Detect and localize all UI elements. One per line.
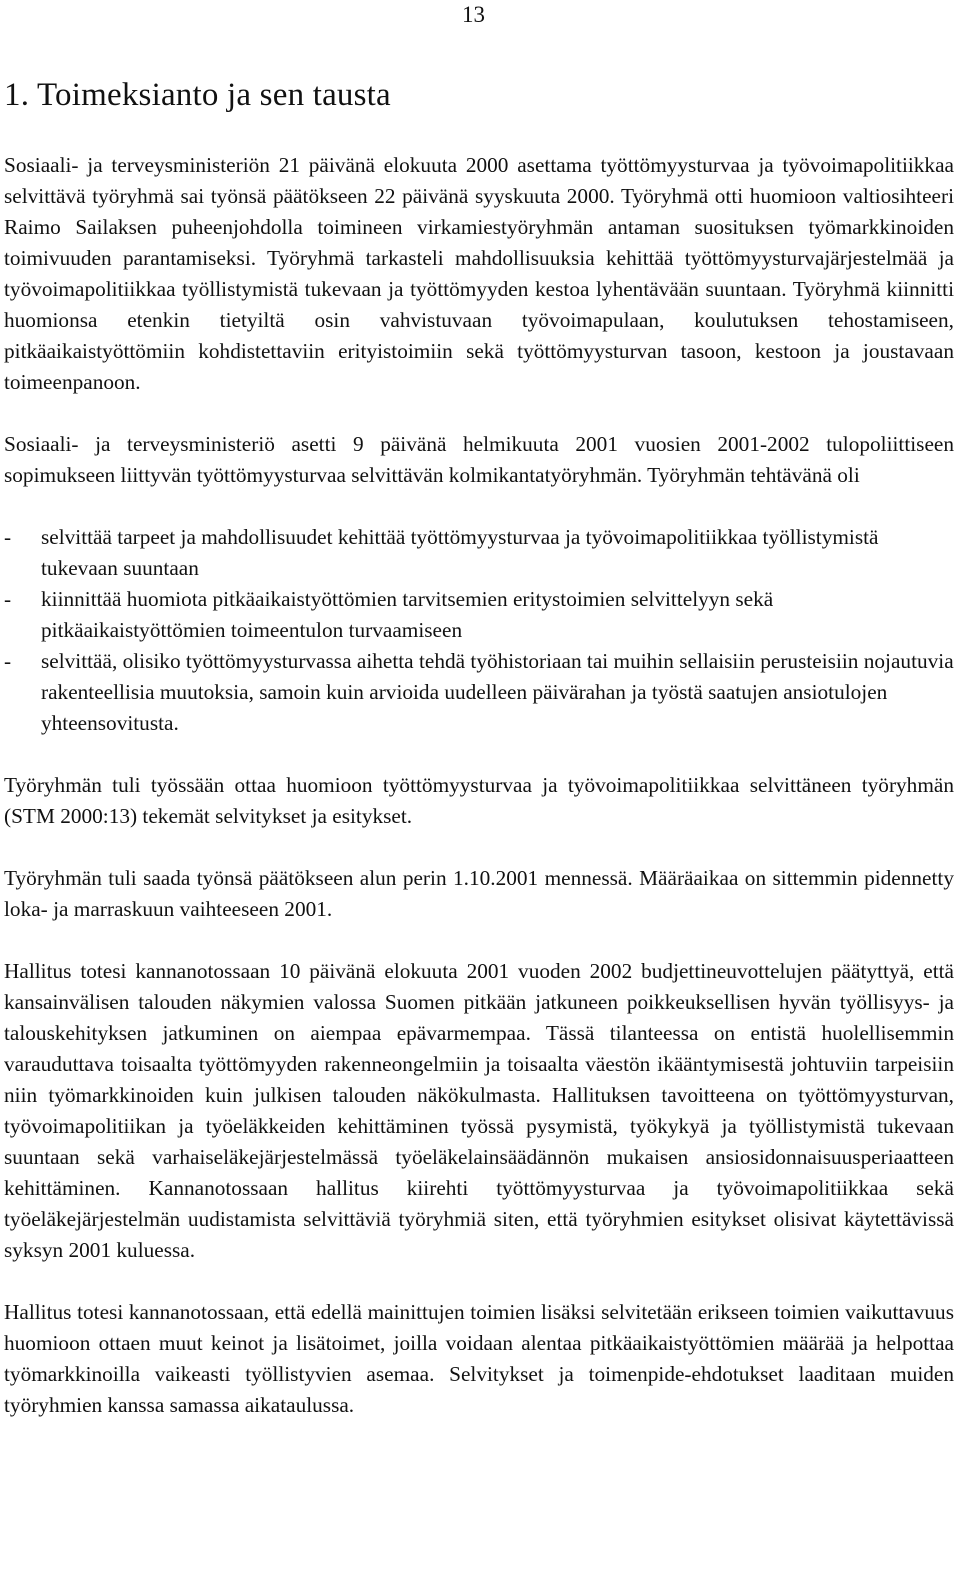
- list-item: [4, 646, 954, 739]
- document-body: [4, 150, 954, 1452]
- list-item-text: selvittää, olisiko työttömyysturvassa aihetta tehdä työhistoriaan tai muihin sellaisiin perusteisiin nojautuvia rakenteellisia muutoksia, samoin kuin arvioida uudelleen päivärahan ja työstä saatujen ansiotulojen yhteensovitusta.: [41, 649, 954, 735]
- paragraph-government-statement: Hallitus totesi kannanotossaan 10 päivänä elokuuta 2001 vuoden 2002 budjettineuvottelujen päätyttyä, että kansainvälisen talouden näkymien valossa Suomen pitkään jatkuneen poikkeuksellisen hyvän työllisyys- ja talouskehityksen jatkuminen on aiempaa epävarmempaa. Tässä tilanteessa on entistä huolellisemmin varauduttava toisaalta työttömyyden rakenneongelmiin ja toisaalta väestön ikääntymisestä johtuviin tarpeisiin niin työmarkkinoiden kuin julkisen talouden näkökulmasta. Hallituksen tavoitteena on työttömyysturvan, työvoimapolitiikan ja työeläkkeiden kehittäminen työssä pysymistä, työkykyä ja työllistymistä tukevaan suuntaan sekä varhaiseläkejärjestelmässä työeläkelainsäädännön mukaisen ansiosidonnaisuusperiaatteen kehittäminen. Kannanotossaan hallitus kiirehti työttömyysturvaa ja työvoimapolitiikkaa sekä työeläkejärjestelmän uudistamista selvittäviä työryhmiä siten, että työryhmien esitykset olisivat käytettävissä syksyn 2001 kuluessa.: [4, 959, 954, 1262]
- task-list: [4, 522, 954, 739]
- page-number: 13: [462, 2, 485, 27]
- list-marker: -: [4, 525, 12, 549]
- list-marker: -: [4, 587, 12, 611]
- paragraph-considerations: Työryhmän tuli työssään ottaa huomioon työttömyysturvaa ja työvoimapolitiikkaa selvittäneen työryhmän (STM 2000:13) tekemät selvitykset ja esitykset.: [4, 773, 954, 828]
- paragraph-background: Sosiaali- ja terveysministeriön 21 päivänä elokuuta 2000 asettama työttömyysturvaa ja työvoimapolitiikkaa selvittävä työryhmä sai työnsä päätökseen 22 päivänä syyskuuta 2000. Työryhmä otti huomioon valtiosihteeri Raimo Sailaksen puheenjohdolla toimineen virkamiestyöryhmän antaman suosituksen työmarkkinoiden toimivuuden parantamiseksi. Työryhmä tarkasteli mahdollisuuksia kehittää työttömyysturvajärjestelmää ja työvoimapolitiikkaa työllistymistä tukevaan ja työttömyyden kestoa lyhentävään suuntaan. Työryhmä kiinnitti huomionsa etenkin tietyiltä osin vahvistuvaan työvoimapulaan, koulutuksen tehostamiseen, pitkäaikaistyöttömiin kohdistettaviin erityistoimiin sekä työttömyysturvan tasoon, kestoon ja joustavaan toimeenpanoon.: [4, 153, 954, 394]
- paragraph-appointment: Sosiaali- ja terveysministeriö asetti 9 päivänä helmikuuta 2001 vuosien 2001-2002 tulopoliittiseen sopimukseen liittyvän työttömyysturvaa selvittävän kolmikantatyöryhmän. Työryhmän tehtävänä oli: [4, 432, 954, 487]
- list-item-text: kiinnittää huomiota pitkäaikaistyöttömien tarvitsemien eritystoimien selvittelyyn sekä pitkäaikaistyöttömien toimeentulon turvaamiseen: [41, 587, 774, 642]
- list-marker: -: [4, 649, 12, 673]
- list-item-text: selvittää tarpeet ja mahdollisuudet kehittää työttömyysturvaa ja työvoimapolitiikkaa työllistymistä tukevaan suuntaan: [41, 525, 879, 580]
- section-heading: 1. Toimeksianto ja sen tausta: [4, 77, 391, 113]
- list-item: [4, 584, 954, 646]
- paragraph-additional-measures: Hallitus totesi kannanotossaan, että edellä mainittujen toimien lisäksi selvitetään erikseen toimien vaikuttavuus huomioon ottaen muut keinot ja lisätoimet, joilla voidaan alentaa pitkäaikaistyöttömien määrää ja helpottaa työmarkkinoilla vaikeasti työllistyvien asemaa. Selvitykset ja toimenpide-ehdotukset laaditaan muiden työryhmien kanssa samassa aikataulussa.: [4, 1300, 954, 1417]
- paragraph-deadline: Työryhmän tuli saada työnsä päätökseen alun perin 1.10.2001 mennessä. Määräaikaa on sittemmin pidennetty loka- ja marraskuun vaihteeseen 2001.: [4, 866, 954, 921]
- list-item: [4, 522, 954, 584]
